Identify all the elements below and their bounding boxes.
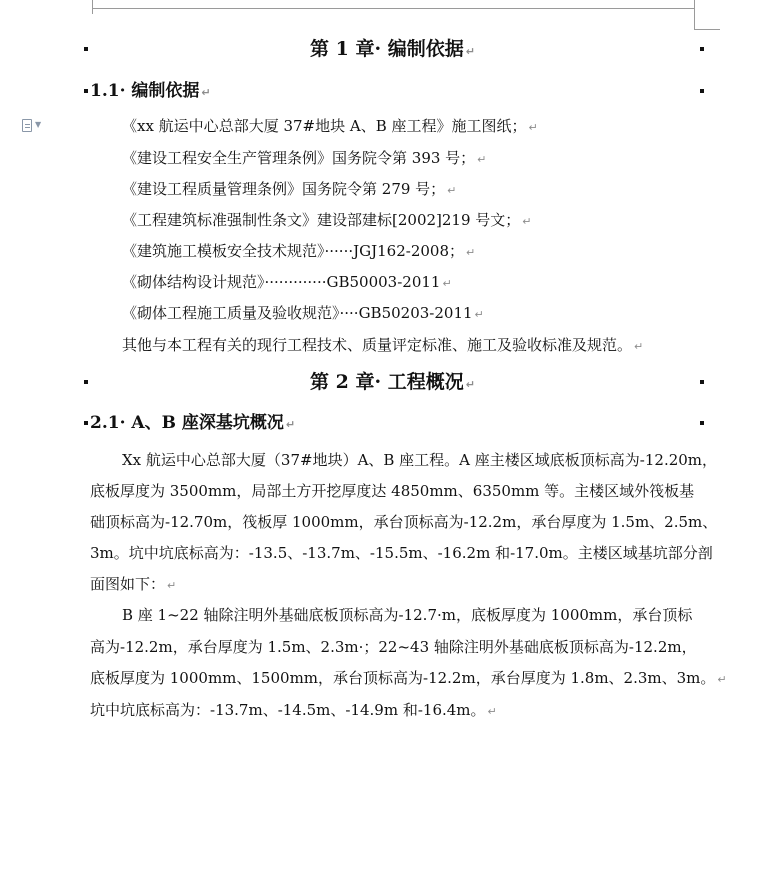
margin-marker [700,89,704,93]
paragraph-line: 面图如下： ↵ [90,575,177,593]
margin-marker [84,380,88,384]
header-rule [92,8,695,9]
paragraph-line: 底板厚度为 1000mm、1500mm，承台顶标高为-12.2m，承台厚度为 1.8m、2.3m、3m。 ↵ [90,669,727,687]
reference-item: 《建设工程质量管理条例》国务院令第 279 号； ↵ [122,180,457,198]
paragraph-line: 坑中坑底标高为：-13.7m、-14.5m、-14.9m 和-16.4m。 ↵ [90,701,497,719]
reference-item: 《xx 航运中心总部大厦 37#地块 A、B 座工程》施工图纸； ↵ [122,117,538,135]
crop-mark-right [694,0,695,30]
paragraph-line: 础顶标高为-12.70m，筏板厚 1000mm，承台顶标高为-12.2m，承台厚度为 1.5m、2.5m、 [90,513,718,531]
paragraph-line: 3m。坑中坑底标高为：-13.5、-13.7m、-15.5m、-16.2m 和-17.0m。主楼区域基坑部分剖 [90,544,713,562]
reference-item: 《砌体工程施工质量及验收规范》····GB50203-2011 ↵ [122,304,484,322]
section-1-1-heading: 1.1· 编制依据 ↵ [90,81,211,101]
chapter-1-heading: 第 1 章· 编制依据 ↵ [310,38,475,60]
section-2-1-heading: 2.1· A、B 座深基坑概况 ↵ [90,413,296,433]
reference-item: 其他与本工程有关的现行工程技术、质量评定标准、施工及验收标准及规范。 ↵ [122,336,644,354]
crop-mark-left [92,0,93,14]
margin-marker [700,47,704,51]
paragraph-line: B 座 1~22 轴除注明外基础底板顶标高为-12.7·m，底板厚度为 1000mm，承台顶标 [122,606,693,624]
reference-item: 《砌体结构设计规范》·············GB50003-2011 ↵ [122,273,452,291]
reference-item: 《建设工程安全生产管理条例》国务院令第 393 号； ↵ [122,149,487,167]
paragraph-line: Xx 航运中心总部大厦（37#地块）A、B 座工程。A 座主楼区域底板顶标高为-12.20m， [122,451,718,469]
paragraph-line: 底板厚度为 3500mm，局部土方开挖厚度达 4850mm、6350mm 等。主楼区域外筏板基 [90,482,695,500]
reference-item: 《建筑施工模板安全技术规范》······JGJ162-2008； ↵ [122,242,476,260]
margin-marker [700,380,704,384]
margin-marker [84,421,88,425]
margin-marker [700,421,704,425]
crop-mark-right-h [694,29,720,30]
paragraph-line: 高为-12.2m，承台厚度为 1.5m、2.3m·；22~43 轴除注明外基础底板顶标高为-12.2m， [90,638,697,656]
margin-marker [84,47,88,51]
reference-item: 《工程建筑标准强制性条文》建设部建标[2002]219 号文； ↵ [122,211,532,229]
document-icon[interactable]: ▼ [22,117,50,133]
margin-marker [84,89,88,93]
chapter-2-heading: 第 2 章· 工程概况 ↵ [310,371,475,393]
